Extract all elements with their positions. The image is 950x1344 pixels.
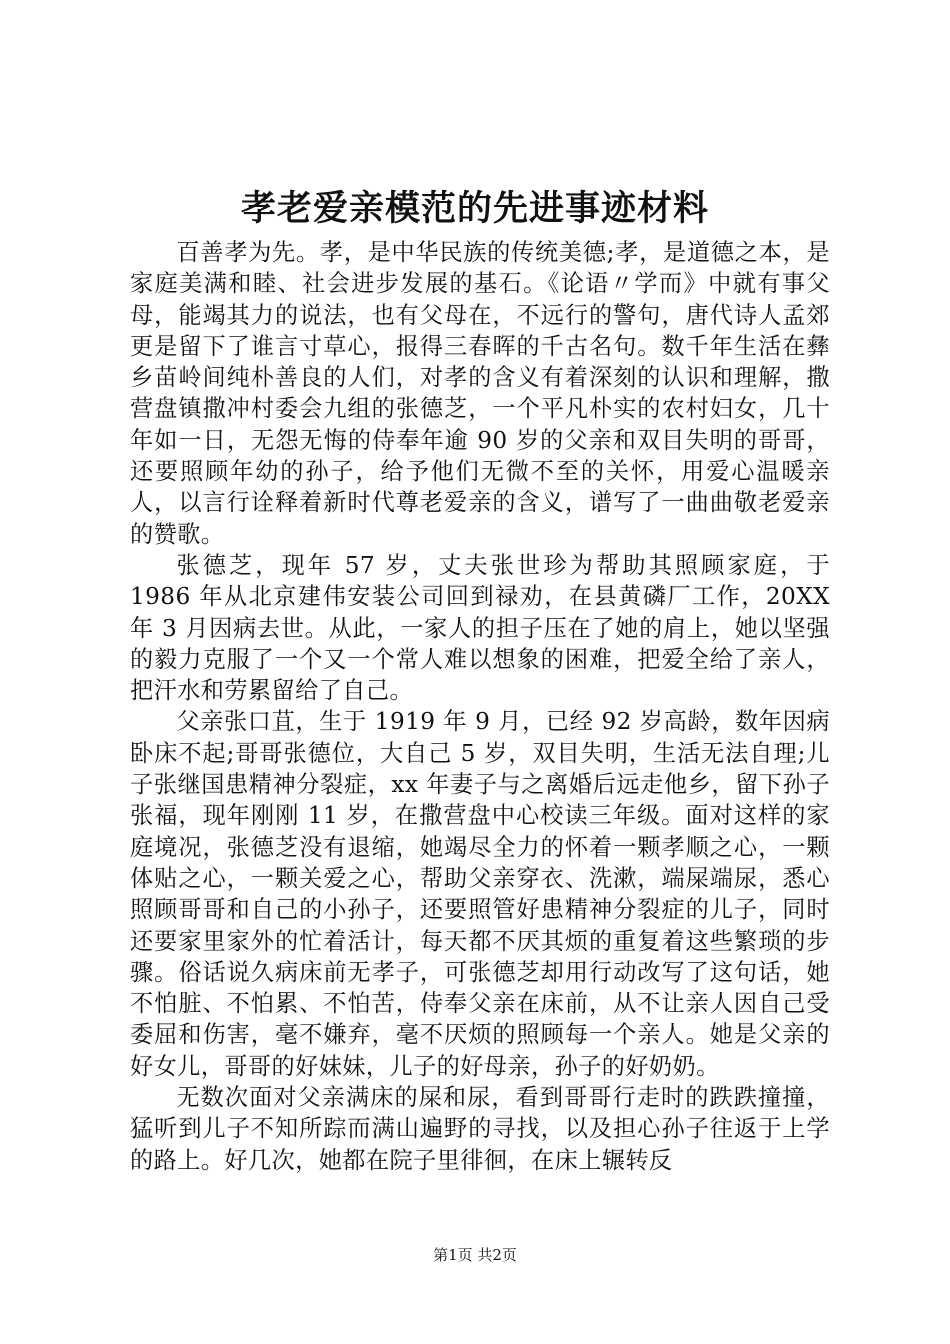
document-body — [130, 237, 830, 1176]
paragraph-family: 父亲张口苴，生于 1919 年 9 月，已经 92 岁高龄，数年因病卧床不起;哥哥张德位，大自己 5 岁，双目失明，生活无法自理;儿子张继国患精神分裂症，xx 年妻子与之离婚后远走他乡，留下孙子张福，现年刚刚 11 岁，在撒营盘中心校读三年级。面对这样的家庭境况，张德芝没有退缩，她竭尽全力的怀着一颗孝顺之心，一颗体贴之心，一颗关爱之心，帮助父亲穿衣、洗漱，端屎端尿，悉心照顾哥哥和自己的小孙子，还要照管好患精神分裂症的儿子，同时还要家里家外的忙着活计，每天都不厌其烦的重复着这些繁琐的步骤。俗话说久病床前无孝子，可张德芝却用行动改写了这句话，她不怕脏、不怕累、不怕苦，侍奉父亲在床前，从不让亲人因自己受委屈和伤害，毫不嫌弃，毫不厌烦的照顾每一个亲人。她是父亲的好女儿，哥哥的好妹妹，儿子的好母亲，孙子的好奶奶。 — [130, 708, 830, 1080]
paragraph-hardship: 无数次面对父亲满床的屎和尿，看到哥哥行走时的跌跌撞撞，猛听到儿子不知所踪而满山遍野的寻找，以及担心孙子往返于上学的路上。好几次，她都在院子里徘徊，在床上辗转反 — [130, 1084, 830, 1174]
document-title: 孝老爱亲模范的先进事迹材料 — [240, 188, 709, 229]
paragraph-intro: 百善孝为先。孝，是中华民族的传统美德;孝，是道德之本，是家庭美满和睦、社会进步发展的基石。《论语〃学而》中就有事父母，能竭其力的说法，也有父母在，不远行的警句，唐代诗人孟郊更是留下了谁言寸草心，报得三春晖的千古名句。数千年生活在彝乡苗岭间纯朴善良的人们，对孝的含义有着深刻的认识和理解，撒营盘镇撒冲村委会九组的张德芝，一个平凡朴实的农村妇女，几十年如一日，无怨无悔的侍奉年逾 90 岁的父亲和双目失明的哥哥，还要照顾年幼的孙子，给予他们无微不至的关怀，用爱心温暖亲人，以言行诠释着新时代尊老爱亲的含义，谱写了一曲曲敬老爱亲的赞歌。 — [130, 239, 830, 548]
page-footer: 第1页 共2页 — [433, 1246, 517, 1264]
paragraph-background: 张德芝，现年 57 岁，丈夫张世珍为帮助其照顾家庭，于 1986 年从北京建伟安装公司回到禄劝，在县黄磷厂工作，20XX 年 3 月因病去世。从此，一家人的担子压在了她的肩上，她以坚强的毅力克服了一个又一个常人难以想象的困难，把爱全给了亲人，把汗水和劳累留给了自己。 — [130, 551, 830, 705]
